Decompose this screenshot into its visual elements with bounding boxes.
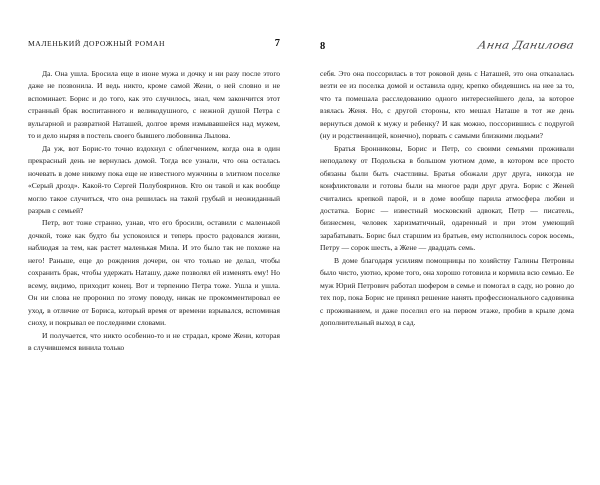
paragraph: себя. Это она поссорилась в тот роковой день с Наташей, это она отказалась везти ее из поселка домой и оставила одну, крепко обидевшись на нее за то, что та помешала расследованию одного интереснейшего дела, за которое взялась Женя. Но, с другой стороны, кто мешал Наташе в тот же день вернуться домой к мужу и ребенку? И как можно, поссорившись с подругой (ну и родственницей, конечно), порвать с самыми близкими людьми? (320, 69, 574, 141)
paragraph: Петр, вот тоже странно, узнав, что его бросили, оставили с маленькой дочкой, тоже как будто бы успокоился и теперь просто радовался жизни, наблюдая за тем, как растет маленькая Мила. И это было так не похоже на него! Раньше, еще до рождения дочери, он что только не делал, чтобы сохранить брак, чтобы удержать Наташу, даже позволял ей изменять ему! Но всему, видимо, приходит конец. Вот и терпению Петра тоже. Ушла и ушла. Он ни слова не проронил по этому поводу, никак не прокомментировал ее уход, в отличие от Бориса, который время от времени взрывался, вспоминая сноху, и покрывал ее последними словами. (28, 218, 280, 328)
author-signature: Анна Данилова (476, 38, 576, 52)
right-running-head (320, 38, 574, 54)
right-page (300, 0, 600, 485)
paragraph: В доме благодаря усилиям помощницы по хозяйству Галины Петровны было чисто, уютно, кроме того, она хорошо готовила и кормила всю семью. Ее муж Юрий Петрович работал шофером в семье и помогал в саду, но ровно до тех пор, пока Борис не принял решение нанять профессионального садовника с проживанием, и даже поселил его на первом этаже, пробив в крыле дома дополнительный выход в сад. (320, 255, 574, 328)
paragraph: Братья Бронниковы, Борис и Петр, со своими семьями проживали неподалеку от Подольска в большом уютном доме, в котором все просто обязаны были быть счастливы. Братья обожали друг друга, никогда не конфликтовали и готовы были на многое ради друг друга. Борис с Женей считались крепкой парой, и в доме вообще парила атмосфера любви и достатка. Борис — известный московский адвокат, Петр — писатель, бизнесмен, человек харизматичный, одаренный и при этом умеющий зарабатывать. Борис был старшим из братьев, ему исполнилось сорок восемь, Петру — сорок шесть, а Жене — двадцать семь. (320, 143, 574, 253)
left-page-text (28, 68, 280, 354)
paragraph: Да. Она ушла. Бросила еще в июне мужа и дочку и ни разу после этого даже не позвонила. И ведь никто, кроме самой Жени, о ней словно и не вспоминает. Борис и до того, как это случилось, знал, чем закончится этот странный брак воспитанного и великодушного, с нежной душой Петра с вульгарной и развратной Наташей, долгое время измывавшейся над мужем, то и дело ныряя в постель своего бывшего любовника Лылова. (28, 69, 280, 141)
right-page-text (320, 68, 574, 330)
running-head-title: МАЛЕНЬКИЙ ДОРОЖНЫЙ РОМАН (28, 39, 166, 48)
paragraph: И получается, что никто особенно-то и не страдал, кроме Жени, которая в случившемся винила только (28, 330, 280, 352)
paragraph: Да уж, вот Борис-то точно вздохнул с облегчением, когда она в один прекрасный день не вернулась домой. Тогда все узнали, что она осталась ночевать в доме никому пока еще не известного мужчины в элитном поселке «Серый дрозд». Какой-то Сергей Полубояринов. Кто он такой и как вообще могло такое случиться, что она решилась на такой грубый и неожиданный разрыв с семьей? (28, 143, 280, 215)
left-page-number: 7 (274, 38, 280, 49)
right-page-number: 8 (320, 41, 326, 52)
left-running-head (28, 38, 280, 54)
